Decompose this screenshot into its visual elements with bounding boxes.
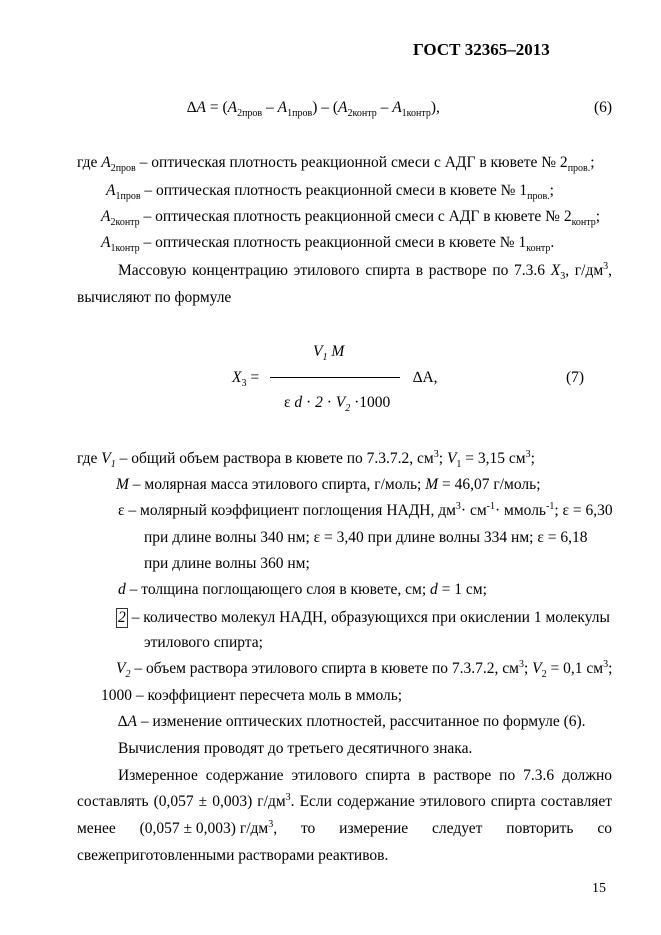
definition-a1kontr: $A_{1контр}$ – оптическая плотность реакционной смеси в кювете № $1_{контр}$. <box>101 234 555 255</box>
final-paragraph-line3: менее (0,057 ± 0,003) $г/дм^3$, то измерение следует повторить со <box>77 818 612 837</box>
definition-a2prov: где $A_{2пров}$ – оптическая плотность реакционной смеси с АДГ в кювете № $2_{пров.}$; <box>77 154 595 175</box>
definition-delta-a: ∆A – изменение оптических плотностей, рассчитанное по формуле (6). <box>118 713 586 730</box>
final-paragraph-line1: Измеренное содержание этилового спирта в растворе по 7.3.6 должно <box>118 767 612 784</box>
page-number: 15 <box>592 881 606 896</box>
definition-1000: 1000 – коэффициент пересчета моль в ммоль; <box>101 687 403 704</box>
definition-a2kontr: $A_{2контр}$ – оптическая плотность реакционной смеси с АДГ в кювете № $2_{контр}$; <box>101 208 601 229</box>
definition-v1: где $V_1$ – общий объем раствора в кювете по 7.3.7.2, $см^3$; $V_1 = 3,15$ $см^3$; <box>77 448 535 471</box>
definition-m: M – молярная масса этилового спирта, г/моль; M = 46,07 г/моль; <box>116 476 541 493</box>
definition-two-line2: этилового спирта; <box>144 634 263 651</box>
equation-7-lhs: $X_3$ = <box>232 369 260 390</box>
definition-epsilon-line3: при длине волны 360 нм; <box>144 555 310 572</box>
final-paragraph-line4: свежеприготовленными растворами реактивов. <box>77 847 389 864</box>
text-cursor-highlight: 2 <box>118 609 126 626</box>
paragraph-mass-concentration: Массовую концентрацию этилового спирта в растворе по 7.3.6 $X_3$, $г/дм^3$, <box>118 260 613 283</box>
equation-7-numerator: $V_1$ M <box>313 343 345 364</box>
definition-epsilon-line2: при длине волны 340 нм; ε = 3,40 при длине волны 334 нм; ε = 6,18 <box>144 529 588 546</box>
definition-two: 2 – количество молекул НАДН, образующихся при окислении 1 молекулы <box>118 609 610 626</box>
equation-7-fraction-bar <box>270 377 400 378</box>
equation-7-rhs: ∆A, <box>413 369 438 386</box>
calculation-note: Вычисления проводят до третьего десятичного знака. <box>118 740 473 757</box>
definition-d: d – толщина поглощающего слоя в кювете, см; d = 1 см; <box>118 581 487 598</box>
definition-a1prov: $A_{1пров}$ – оптическая плотность реакционной смеси в кювете № $1_{пров.}$; <box>106 182 554 203</box>
final-paragraph-line2: составлять (0,057 ± 0,003) $г/дм^3$. Если содержание этилового спирта составляет <box>77 791 612 810</box>
definition-epsilon: ε – молярный коэффициент поглощения НАДН, $дм^3\cdot см^{-1}\cdot$ ммоль$^{-1}$; ε = 6,30 <box>118 500 613 519</box>
equation-7-denominator: ε $d \cdot 2 \cdot V_2 \cdot 1000$ <box>284 394 391 415</box>
equation-6: $\Delta A = (A_{2пров} - A_{1пров}) - (A_{2контр} - A_{1контр})$, <box>187 99 440 120</box>
equation-6-number: (6) <box>594 99 613 116</box>
paragraph-formula-intro: вычисляют по формуле <box>77 289 232 306</box>
definition-v2: $V_2$ – объем раствора этилового спирта в кювете по 7.3.7.2, $см^3$; $V_2 = 0,1$ $см^3$; <box>116 658 613 681</box>
document-header: ГОСТ 32365–2013 <box>413 40 550 59</box>
equation-7-number: (7) <box>566 369 585 386</box>
